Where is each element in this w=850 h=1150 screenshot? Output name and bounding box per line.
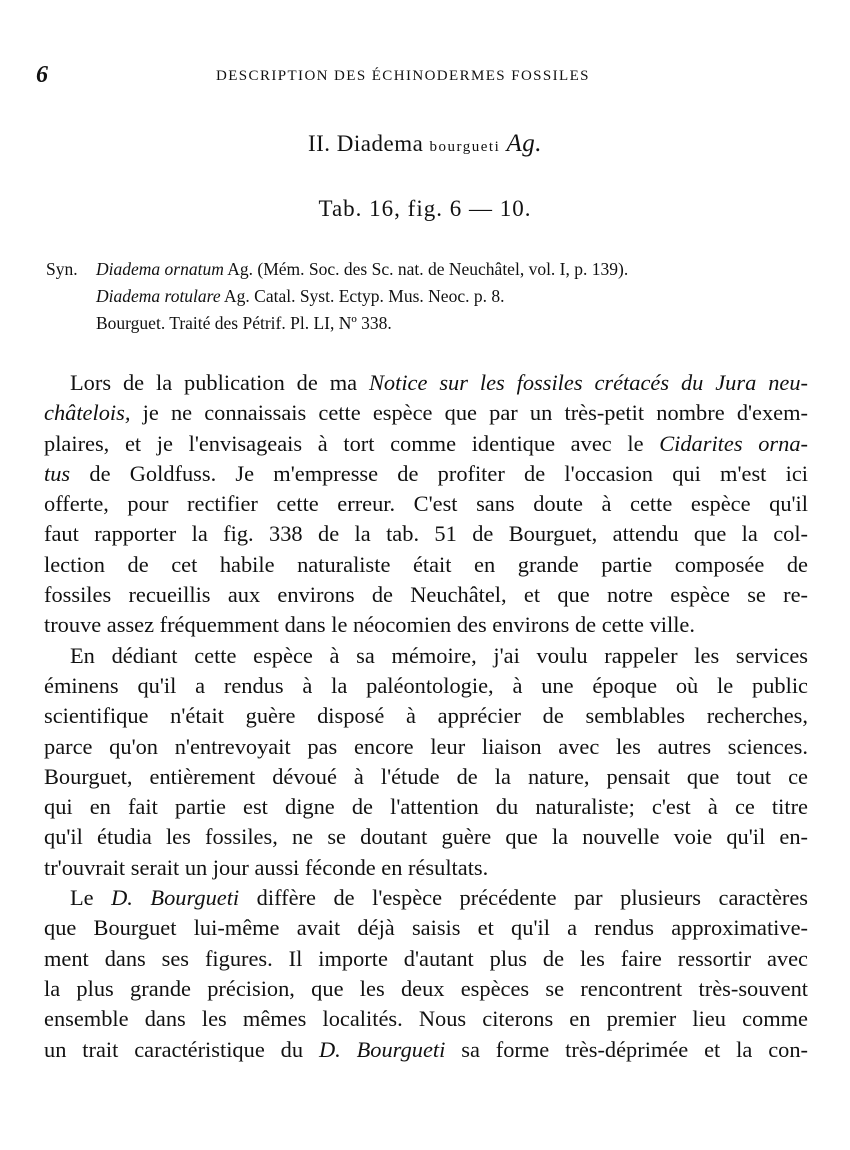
running-head (36, 62, 812, 92)
paragraph (44, 368, 808, 641)
text-line: châtelois, je ne connaissais cette espèce que par un très-petit nombre d'exem- (44, 400, 808, 426)
text-line: qu'il étudia les fossiles, ne se doutant guère que la nouvelle voie qu'il en- (44, 824, 808, 850)
synonymy-block (46, 256, 826, 337)
paragraph (44, 883, 808, 1065)
paragraph (44, 641, 808, 883)
text-line: Lors de la publication de ma Notice sur les fossiles crétacés du Jura neu- (70, 370, 808, 395)
page-number: 6 (36, 62, 48, 88)
italic-taxon: tus (44, 460, 71, 486)
italic-taxon: D. Bourgueti (111, 885, 240, 911)
italic-taxon: Cidarites orna- (659, 430, 808, 456)
text-line: trouve assez fréquemment dans le néocomien des environs de cette ville. (44, 612, 695, 638)
text-line: parce qu'on n'entrevoyait pas encore leur liaison avec les autres sciences. (44, 733, 808, 759)
text-line: tr'ouvrait serait un jour aussi féconde en résultats. (44, 854, 489, 880)
italic-taxon: D. Bourgueti (318, 1036, 446, 1062)
body-text (44, 368, 808, 1065)
synonymy-line (46, 310, 826, 337)
plate-reference: Tab. 16, fig. 6 — 10. (318, 196, 532, 221)
section-numeral: II. (307, 131, 331, 156)
text-line: Bourguet, entièrement dévoué à l'étude de la nature, pensait que tout ce (44, 763, 808, 789)
running-title: DESCRIPTION DES ÉCHINODERMES FOSSILES (216, 68, 590, 84)
synonym-name: Diadema ornatum (96, 259, 224, 279)
text-line: ensemble dans les mêmes localités. Nous citerons en premier lieu comme (44, 1006, 808, 1032)
text-line: scientifique n'était guère disposé à apprécier de semblables recherches, (44, 703, 808, 729)
text-line: un trait caractéristique du D. Bourgueti sa forme très-déprimée et la con- (44, 1036, 808, 1062)
text-line: ment dans ses figures. Il importe d'autant plus de les faire ressortir avec (44, 945, 808, 971)
genus-name: Diadema (336, 131, 424, 156)
text-line: que Bourguet lui-même avait déjà saisis et qu'il a rendus approximative- (44, 915, 808, 941)
italic-title: Notice sur les fossiles crétacés du Jura neu- (368, 370, 808, 395)
synonym-name: Diadema rotulare (96, 286, 221, 306)
text-line: offerte, pour rectifier cette erreur. C'est sans doute à cette espèce qu'il (44, 491, 808, 517)
synonymy-label: Syn. (46, 259, 78, 279)
text-line: tus de Goldfuss. Je m'empresse de profiter de l'occasion qui m'est ici (44, 460, 808, 486)
species-title (0, 130, 850, 158)
synonym-reference: Bourguet. Traité des Pétrif. Pl. LI, Nº 338. (96, 313, 392, 333)
text-line: En dédiant cette espèce à sa mémoire, j'ai voulu rappeler les services (70, 642, 808, 668)
species-name: bourgueti (429, 139, 501, 155)
text-line: faut rapporter la fig. 338 de la tab. 51 de Bourguet, attendu que la col- (44, 521, 808, 547)
text-line: fossiles recueillis aux environs de Neuchâtel, et que notre espèce se re- (44, 582, 808, 608)
italic-title: châtelois, (44, 400, 131, 426)
text-line: lection de cet habile naturaliste était en grande partie composée de (44, 551, 808, 577)
text-line: plaires, et je l'envisageais à tort comme identique avec le Cidarites orna- (44, 430, 808, 456)
text-line: qui en fait partie est digne de l'attention du naturaliste; c'est à ce titre (44, 794, 808, 820)
synonym-reference: Ag. Catal. Syst. Ectyp. Mus. Neoc. p. 8. (220, 286, 505, 306)
text-line: Le D. Bourgueti diffère de l'espèce précédente par plusieurs caractères (70, 885, 808, 911)
text-line: éminens qu'il a rendus à la paléontologie, à une époque où le public (44, 672, 808, 698)
synonym-reference: Ag. (Mém. Soc. des Sc. nat. de Neuchâtel, vol. I, p. 139). (223, 259, 629, 279)
text-line: la plus grande précision, que les deux espèces se rencontrent très-souvent (44, 975, 808, 1001)
author-abbrev: Ag. (506, 130, 543, 157)
synonymy-line (46, 256, 826, 283)
synonymy-line (46, 283, 826, 310)
